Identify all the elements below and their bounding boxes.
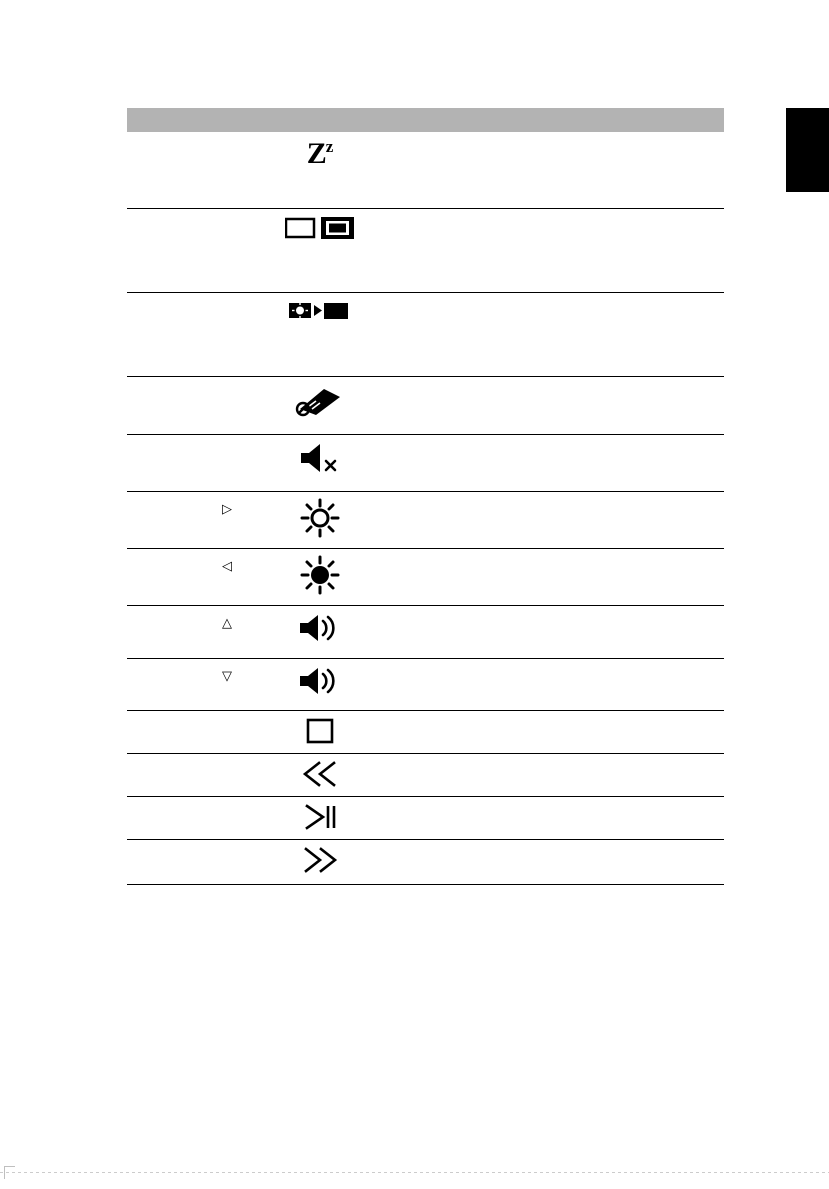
row-function bbox=[372, 132, 522, 148]
row-icon-cell bbox=[267, 796, 372, 839]
row-combo bbox=[187, 209, 267, 225]
row-icon-cell bbox=[267, 491, 372, 548]
row-combo: ▽ bbox=[222, 667, 232, 683]
volume-down-icon bbox=[297, 665, 343, 697]
display-toggle-icon bbox=[285, 215, 355, 241]
header-cell-function bbox=[372, 108, 522, 132]
next-track-icon bbox=[299, 846, 341, 874]
row-icon-cell bbox=[267, 548, 372, 605]
row-description bbox=[522, 377, 724, 393]
row-combo bbox=[187, 711, 267, 727]
row-description bbox=[522, 293, 724, 309]
row-function bbox=[372, 435, 522, 451]
table-row bbox=[127, 753, 724, 796]
row-description bbox=[522, 492, 724, 508]
row-function bbox=[372, 209, 522, 225]
row-key bbox=[127, 797, 187, 813]
table-row bbox=[127, 710, 724, 753]
table-row bbox=[127, 839, 724, 884]
row-function bbox=[372, 377, 522, 393]
row-description bbox=[522, 209, 724, 225]
row-icon-cell bbox=[267, 376, 372, 434]
scan-artifact-corner bbox=[4, 1166, 15, 1179]
speaker-mute-icon bbox=[297, 441, 343, 475]
row-combo bbox=[187, 132, 267, 148]
row-combo: ◁ bbox=[222, 557, 232, 573]
row-combo bbox=[187, 293, 267, 309]
table-row bbox=[127, 658, 724, 710]
row-description bbox=[522, 659, 724, 675]
row-icon-cell bbox=[267, 839, 372, 884]
row-icon-cell bbox=[267, 208, 372, 292]
row-key bbox=[127, 840, 187, 856]
table-body bbox=[127, 132, 724, 884]
brightness-up-icon bbox=[298, 555, 342, 595]
row-function bbox=[372, 711, 522, 727]
table-row bbox=[127, 434, 724, 491]
row-function bbox=[372, 840, 522, 856]
table-row bbox=[127, 796, 724, 839]
row-key bbox=[127, 606, 187, 622]
table-row bbox=[127, 548, 724, 605]
page-edge-tab bbox=[786, 108, 829, 192]
row-function bbox=[372, 293, 522, 309]
table-row bbox=[127, 376, 724, 434]
row-combo bbox=[187, 377, 267, 393]
header-cell-combination bbox=[187, 108, 267, 132]
row-function bbox=[372, 492, 522, 508]
row-icon-cell bbox=[267, 292, 372, 376]
row-key bbox=[127, 293, 187, 309]
table-header-row bbox=[127, 108, 724, 132]
row-icon-cell bbox=[267, 753, 372, 796]
row-key bbox=[127, 492, 187, 508]
row-description bbox=[522, 797, 724, 813]
table-row bbox=[127, 132, 724, 208]
header-cell-hotkey bbox=[127, 108, 187, 132]
row-function bbox=[372, 606, 522, 622]
header-cell-description bbox=[522, 108, 724, 132]
row-key bbox=[127, 435, 187, 451]
row-key bbox=[127, 377, 187, 393]
play-pause-icon bbox=[301, 803, 339, 831]
row-function bbox=[372, 797, 522, 813]
row-key bbox=[127, 209, 187, 225]
sleep-zz-icon: $Z^z$ bbox=[306, 137, 333, 170]
scan-artifact-line bbox=[0, 1172, 829, 1173]
row-description bbox=[522, 132, 724, 148]
table-row bbox=[127, 208, 724, 292]
table-row bbox=[127, 605, 724, 658]
row-function bbox=[372, 549, 522, 565]
row-combo bbox=[187, 754, 267, 770]
row-description bbox=[522, 840, 724, 856]
row-description bbox=[522, 606, 724, 622]
row-function bbox=[372, 754, 522, 770]
row-key bbox=[127, 659, 187, 675]
row-icon-cell bbox=[267, 132, 372, 208]
backlight-off-icon bbox=[288, 299, 352, 323]
hotkey-table-container bbox=[127, 108, 724, 885]
hotkey-table bbox=[127, 108, 724, 885]
row-function bbox=[372, 659, 522, 675]
row-icon-cell bbox=[267, 434, 372, 491]
volume-up-icon bbox=[297, 612, 343, 644]
row-combo bbox=[187, 840, 267, 856]
row-description bbox=[522, 711, 724, 727]
row-description bbox=[522, 549, 724, 565]
table-row bbox=[127, 292, 724, 376]
row-description bbox=[522, 754, 724, 770]
table-row bbox=[127, 491, 724, 548]
row-key bbox=[127, 754, 187, 770]
row-combo: ▷ bbox=[222, 500, 232, 516]
row-description bbox=[522, 435, 724, 451]
row-key bbox=[127, 132, 187, 148]
stop-icon bbox=[305, 717, 335, 745]
row-combo: △ bbox=[222, 614, 232, 630]
row-icon-cell bbox=[267, 605, 372, 658]
row-key bbox=[127, 711, 187, 727]
row-combo bbox=[187, 435, 267, 451]
row-icon-cell bbox=[267, 658, 372, 710]
table-header bbox=[127, 108, 724, 132]
row-combo bbox=[187, 797, 267, 813]
previous-track-icon bbox=[299, 760, 341, 788]
row-icon-cell bbox=[267, 710, 372, 753]
brightness-down-icon bbox=[298, 498, 342, 538]
touchpad-toggle-icon bbox=[294, 383, 346, 417]
row-key bbox=[127, 549, 187, 565]
header-cell-icon bbox=[267, 108, 372, 132]
